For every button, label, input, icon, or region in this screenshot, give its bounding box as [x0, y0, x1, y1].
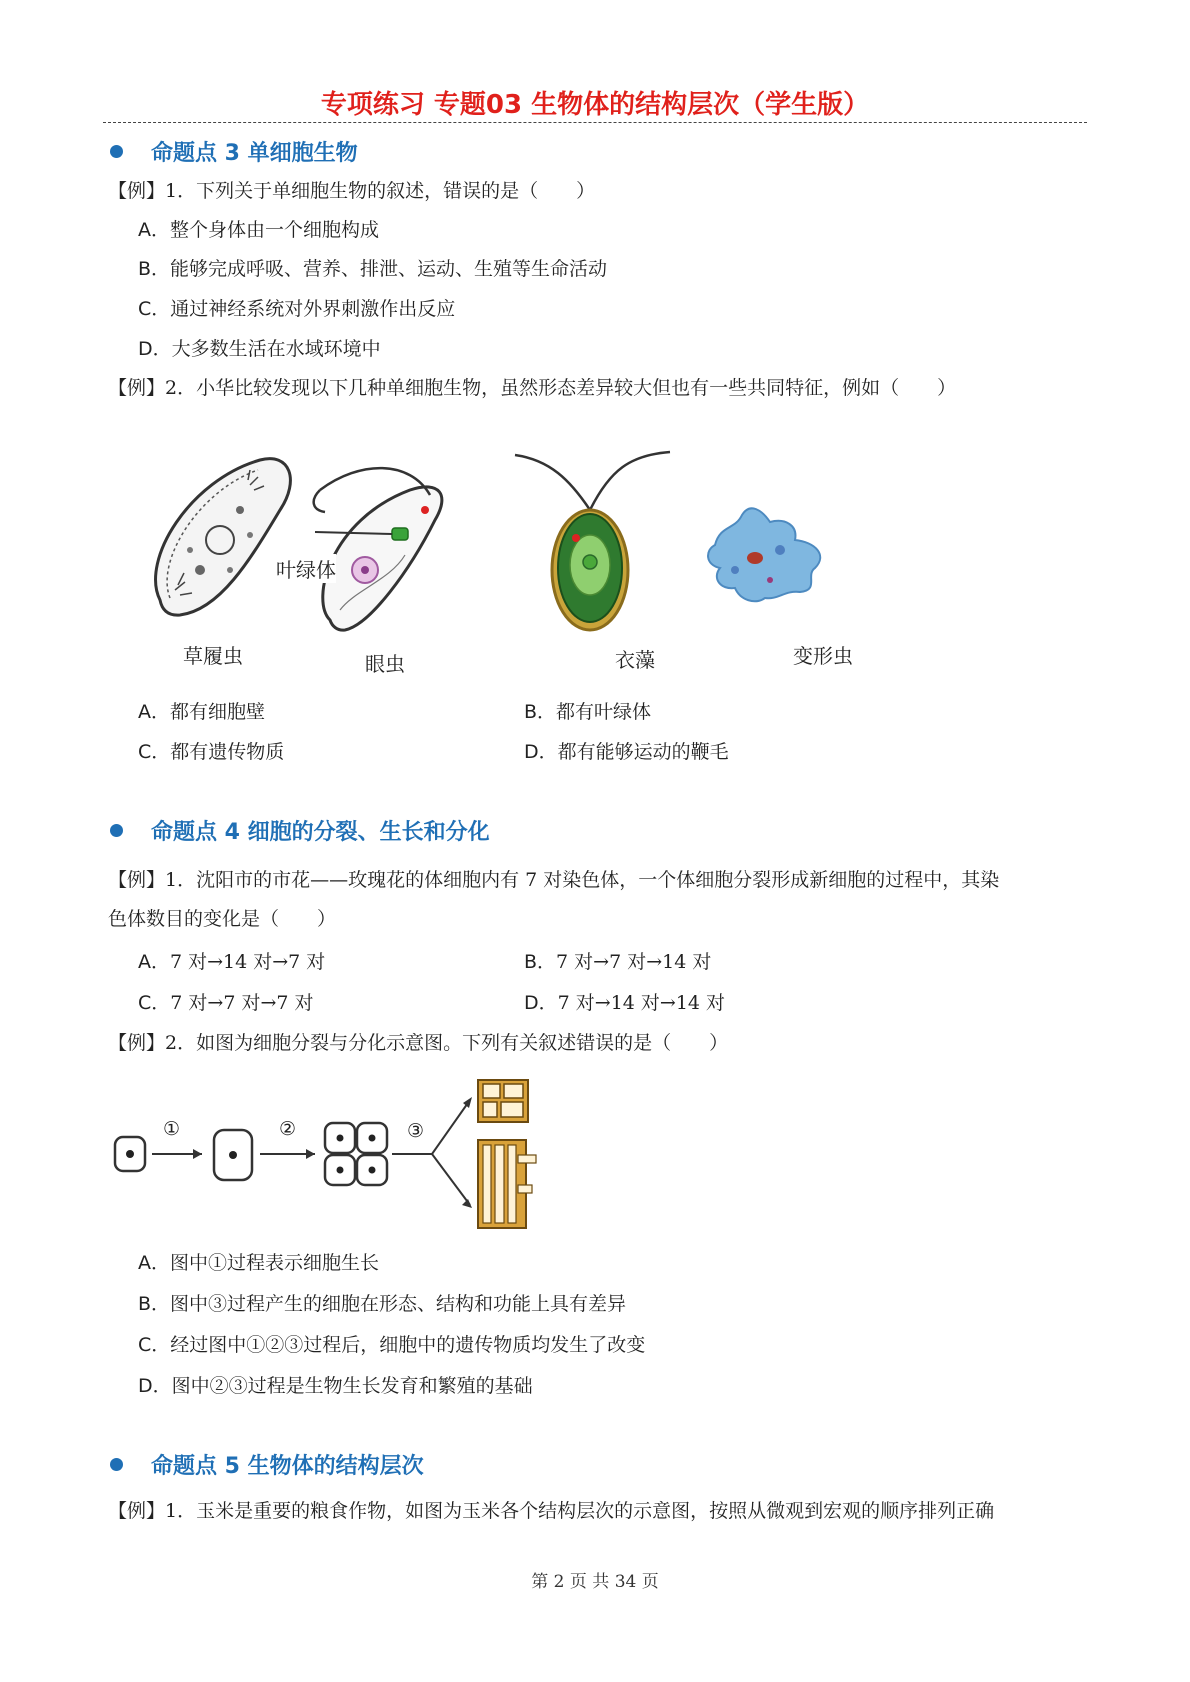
option-letter: B． [138, 258, 171, 280]
question-stem-line1: 【例】1．沈阳市的市花——玫瑰花的体细胞内有 7 对染色体，一个体细胞分裂形成新细胞的过程中，其染 [108, 869, 1000, 891]
option-a [138, 215, 379, 242]
figure-label-chloroplast: 叶绿体 [276, 554, 336, 583]
option-text: 能够完成呼吸、营养、排泄、运动、生殖等生命活动 [170, 258, 608, 280]
euglena-illustration [314, 468, 442, 630]
figure-label-euglena: 眼虫 [365, 652, 405, 676]
chlamydomonas-illustration [515, 452, 670, 630]
option-a [138, 697, 265, 724]
amoeba-illustration [708, 508, 820, 601]
option-text: 7 对→14 对→14 对 [557, 992, 726, 1014]
section-heading-text: 命题点 3 单细胞生物 [151, 141, 358, 166]
option-text: 都有能够运动的鞭毛 [557, 741, 729, 763]
option-d [138, 334, 381, 361]
differentiated-tissue-top [478, 1080, 528, 1122]
option-text: 图中③过程产生的细胞在形态、结构和功能上具有差异 [170, 1293, 627, 1315]
option-a [138, 1248, 379, 1275]
question-stem: 【例】1．玉米是重要的粮食作物，如图为玉米各个结构层次的示意图，按照从微观到宏观的顺序排列正确 [108, 1500, 995, 1522]
option-d [524, 988, 725, 1015]
figure-label-step1: ① [163, 1118, 181, 1140]
option-letter: A． [138, 219, 170, 241]
option-c [138, 294, 455, 321]
option-letter: B． [524, 951, 557, 973]
option-c [138, 988, 314, 1015]
page-title: 专项练习 专题03 生物体的结构层次（学生版） [320, 90, 870, 120]
figure-label-amoeba: 变形虫 [793, 644, 853, 668]
section-heading-text: 命题点 4 细胞的分裂、生长和分化 [151, 820, 490, 845]
bullet-icon [110, 145, 123, 158]
option-text: 7 对→7 对→14 对 [556, 951, 712, 973]
figure-label-paramecium: 草履虫 [183, 644, 243, 668]
figure-label-step2: ② [279, 1118, 297, 1140]
option-text: 整个身体由一个细胞构成 [170, 219, 380, 241]
option-text: 都有遗传物质 [170, 741, 285, 763]
option-letter: B． [138, 1293, 171, 1315]
option-text: 7 对→14 对→7 对 [170, 951, 326, 973]
option-d [138, 1371, 533, 1398]
differentiated-tissue-bottom [478, 1140, 536, 1228]
option-b [524, 697, 651, 724]
bullet-icon [110, 824, 123, 837]
option-letter: C． [138, 1334, 171, 1356]
option-a [138, 947, 325, 974]
option-letter: C． [138, 298, 171, 320]
question-stem: 【例】2．小华比较发现以下几种单细胞生物，虽然形态差异较大但也有一些共同特征，例如（ ） [108, 377, 957, 399]
option-text: 大多数生活在水域环境中 [171, 338, 381, 360]
option-text: 都有叶绿体 [556, 701, 652, 723]
question-stem: 【例】1．下列关于单细胞生物的叙述，错误的是（ ） [108, 180, 596, 202]
option-text: 图中②③过程是生物生长发育和繁殖的基础 [171, 1375, 533, 1397]
cell-division-figure [110, 1075, 550, 1235]
option-b [138, 1289, 626, 1316]
option-letter: A． [138, 701, 170, 723]
option-b [524, 947, 711, 974]
question-stem: 【例】2．如图为细胞分裂与分化示意图。下列有关叙述错误的是（ ） [108, 1032, 729, 1054]
option-text: 都有细胞壁 [170, 701, 266, 723]
option-letter: C． [138, 741, 171, 763]
option-text: 7 对→7 对→7 对 [170, 992, 314, 1014]
option-letter: D． [138, 338, 172, 360]
option-d [524, 737, 729, 764]
question-stem-line2: 色体数目的变化是（ ） [108, 908, 337, 930]
option-c [138, 737, 284, 764]
title-divider [103, 122, 1087, 123]
option-letter: D． [524, 741, 558, 763]
option-letter: B． [524, 701, 557, 723]
single-cell-organisms-figure [130, 440, 910, 670]
option-letter: C． [138, 992, 171, 1014]
option-letter: D． [138, 1375, 172, 1397]
section-heading-4 [110, 815, 490, 846]
option-text: 经过图中①②③过程后，细胞中的遗传物质均发生了改变 [170, 1334, 646, 1356]
figure-label-step3: ③ [407, 1120, 425, 1142]
option-letter: D． [524, 992, 558, 1014]
section-heading-text: 命题点 5 生物体的结构层次 [151, 1454, 424, 1479]
section-heading-3 [110, 136, 358, 167]
page-footer: 第 2 页 共 34 页 [531, 1572, 659, 1592]
option-letter: A． [138, 1252, 170, 1274]
option-c [138, 1330, 645, 1357]
option-text: 图中①过程表示细胞生长 [170, 1252, 380, 1274]
bullet-icon [110, 1458, 123, 1471]
paramecium-illustration [156, 459, 291, 615]
figure-label-chlamydomonas: 衣藻 [615, 648, 655, 672]
option-letter: A． [138, 951, 170, 973]
option-b [138, 254, 607, 281]
option-text: 通过神经系统对外界刺激作出反应 [170, 298, 456, 320]
cell-group-four [325, 1123, 387, 1185]
section-heading-5 [110, 1449, 424, 1480]
